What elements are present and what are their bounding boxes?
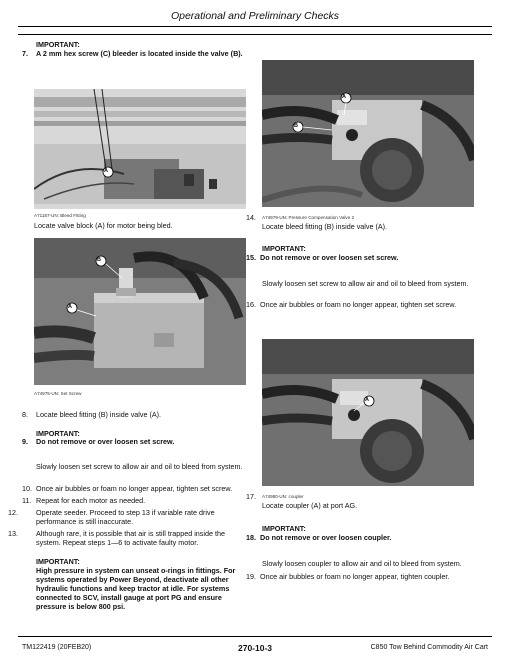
coupler-illustration [262, 339, 474, 486]
step-number: 15. [246, 253, 256, 262]
step-text: A 2 mm hex screw (C) bleeder is located inside the valve (B). [36, 49, 243, 58]
step-text: Operate seeder. Proceed to step 13 if variable rate drive performance is still inaccurate. [36, 508, 215, 526]
footer-doc-id: TM122419 (20FEB20) [22, 644, 92, 651]
step-number: 19. [246, 572, 256, 581]
slowly-loosen-text: Slowly loosen set screw to allow air and oil to bleed from system. [36, 462, 243, 471]
step-13 [8, 529, 246, 547]
step-text: Do not remove or over loosen set screw. [260, 253, 399, 262]
step-number: 16. [246, 300, 256, 309]
step-11 [22, 496, 246, 505]
figure-caption: A74975-UN: Set Screw [34, 391, 82, 396]
step-9 [22, 437, 244, 446]
step-14-number: 14. [246, 213, 256, 222]
step-number: 10. [22, 484, 32, 493]
step-19 [246, 572, 482, 581]
callout-a: A [365, 397, 369, 403]
step-number: 13. [8, 529, 18, 538]
important-warning-text: High pressure in system can unseat o-rings in fittings. For systems operated by Power Beyond, deactivate all other hydraulic functions and keep tractor at idle. For systems connected to SCV, install gauge at port PG and ensure pressure is below 800 psi. [36, 566, 236, 611]
important-label: IMPORTANT: [262, 524, 306, 533]
step-15 [246, 253, 474, 262]
footer-page-number: 270-10-3 [237, 643, 273, 653]
step-text: Once air bubbles or foam no longer appear, tighten set screw. [36, 484, 233, 493]
step-8 [22, 410, 244, 419]
step-number: 8. [22, 410, 28, 419]
figure-set-screw [34, 238, 246, 385]
step-14-text: Locate bleed fitting (B) inside valve (A). [262, 222, 388, 231]
header-rule [18, 26, 492, 27]
important-label: IMPORTANT: [262, 244, 306, 253]
step-17-text: Locate coupler (A) at port AG. [262, 501, 358, 510]
step-text: Once air bubbles or foam no longer appear, tighten set screw. [260, 300, 457, 309]
bleed-fitting-illustration [34, 89, 246, 209]
callout-a: A [68, 304, 72, 310]
step-number: 12. [8, 508, 18, 517]
callout-a: A [104, 168, 108, 174]
callout-b: B [294, 123, 298, 129]
figure-coupler [262, 339, 474, 486]
step-number: 11. [22, 496, 32, 505]
step-text: Once air bubbles or foam no longer appear, tighten coupler. [260, 572, 450, 581]
step-12 [8, 508, 246, 526]
step-number: 9. [22, 437, 28, 446]
figure-bleed-fitting [34, 89, 246, 209]
step-number: 18. [246, 533, 256, 542]
footer-product: C850 Tow Behind Commodity Air Cart [370, 644, 488, 651]
set-screw-illustration [34, 238, 246, 385]
step-text: Do not remove or over loosen coupler. [260, 533, 392, 542]
figure-pressure-compensation-valve [262, 60, 474, 207]
callout-b: B [97, 257, 101, 263]
step-16 [246, 300, 476, 309]
figure-caption: A71187-UN: Bleed Fitting [34, 213, 86, 218]
slowly-loosen-coupler-text: Slowly loosen coupler to allow air and oil to bleed from system. [262, 559, 462, 568]
step-text: Although rare, it is possible that air is still trapped inside the system. Repeat steps 1—6 to activate faulty motor. [36, 529, 225, 547]
footer-rule [18, 636, 492, 637]
step-text: Locate bleed fitting (B) inside valve (A). [36, 410, 162, 419]
important-label: IMPORTANT: [36, 40, 80, 49]
figure-caption: A74979-UN: Pressure Compensation Valve 2 [262, 215, 355, 220]
step-10 [22, 484, 246, 493]
callout-a: A [342, 94, 346, 100]
step-7 [22, 49, 244, 58]
slowly-loosen-text: Slowly loosen set screw to allow air and oil to bleed from system. [262, 279, 469, 288]
header-rule-secondary [18, 34, 492, 35]
locate-valve-block-text: Locate valve block (A) for motor being bled. [34, 221, 173, 230]
step-17-number: 17. [246, 492, 256, 501]
important-label: IMPORTANT: [36, 557, 80, 566]
pressure-valve-illustration [262, 60, 474, 207]
important-label: IMPORTANT: [36, 429, 80, 438]
page-title: Operational and Preliminary Checks [170, 10, 340, 22]
step-18 [246, 533, 474, 542]
figure-caption: A74980-UN: coupler [262, 494, 304, 499]
step-text: Repeat for each motor as needed. [36, 496, 146, 505]
step-text: Do not remove or over loosen set screw. [36, 437, 175, 446]
step-number: 7. [22, 49, 28, 58]
